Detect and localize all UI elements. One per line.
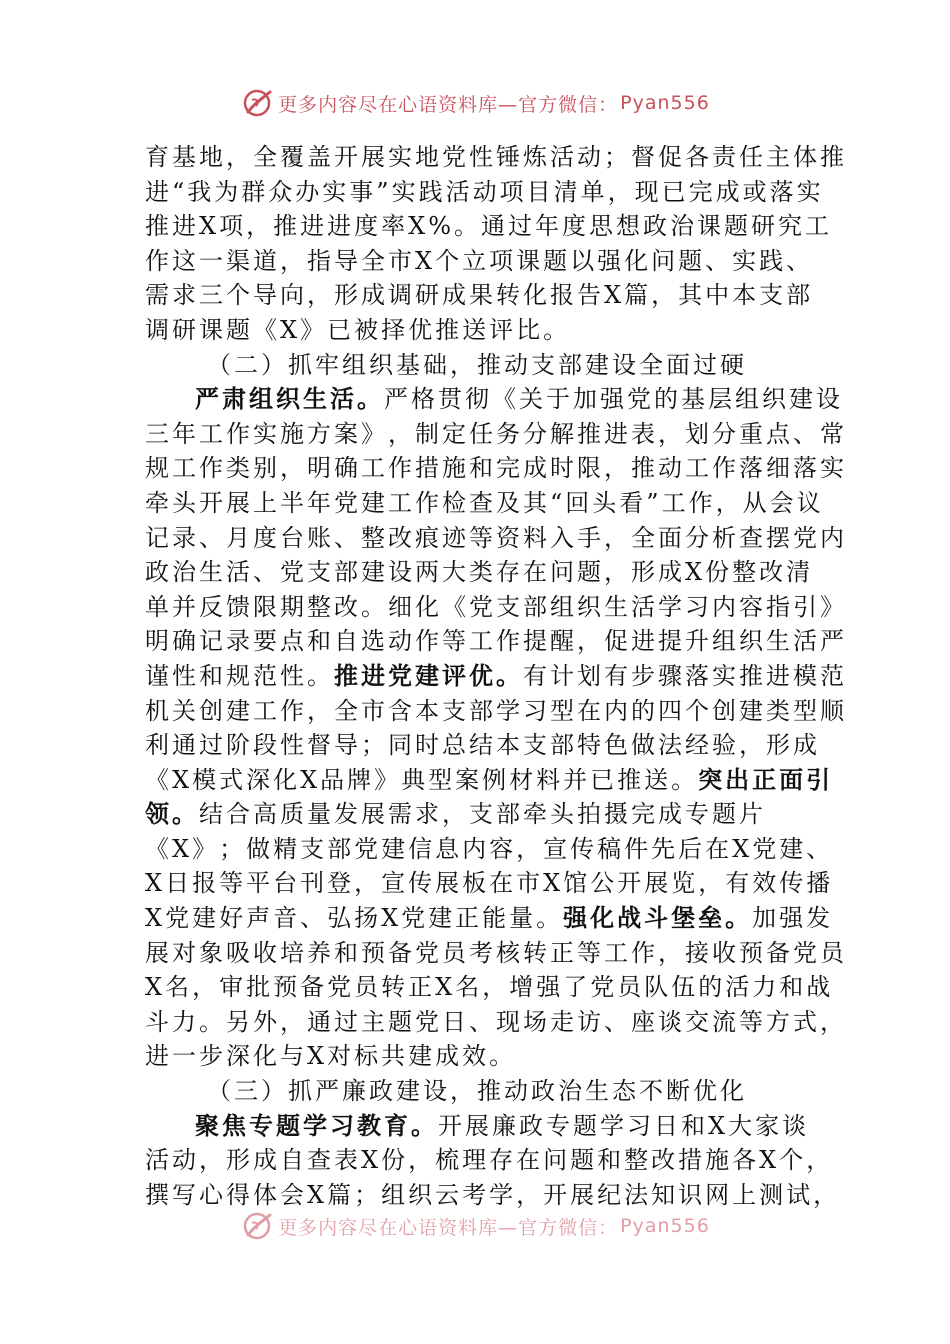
text-line: 利 通 过 阶 段 性 督 导 ； 同 时 总 结 本 支 部 特 色 做 法 经 验 ， 形 成	[145, 731, 820, 760]
text-line	[145, 901, 834, 936]
text-line: 三 年 工 作 实 施 方 案 》 ， 制 定 任 务 分 解 推 进 表 ， 划 分 重 点 、 常	[145, 419, 847, 448]
text-line: 单 并 反 馈 限 期 整 改 。 细 化 《 党 支 部 组 织 生 活 学 习 内 容 指 引 》	[145, 592, 847, 621]
bold-lead-party-evaluation: 推进党建评优。	[334, 661, 523, 690]
watermark-text: 更多内容尽在心语资料库—官方微信：	[278, 1216, 619, 1239]
text-line: 机 关 创 建 工 作 ， 全 市 含 本 支 部 学 习 型 在 内 的 四 个 创 建 类 型 顺	[145, 696, 847, 725]
text-line: 需 求 三 个 导 向 ， 形 成 调 研 成 果 转 化 报 告 X 篇 ， 其 中 本 支 部	[145, 281, 814, 310]
text-line	[145, 763, 834, 798]
brush-logo-icon	[240, 1209, 274, 1243]
text-line: 斗 力 。 另 外 ， 通 过 主 题 党 日 、 现 场 走 访 、 座 谈 交 流 等 方 式 ，	[145, 1007, 847, 1036]
text-line: X 名 ， 审 批 预 备 党 员 转 正 X 名 ， 增 强 了 党 员 队 伍 的 活 力 和 战	[145, 973, 834, 1002]
text-line: 《 X 》 ； 做 精 支 部 党 建 信 息 内 容 ， 宣 传 稿 件 先 后 在 X 党 建 、	[145, 834, 834, 863]
text-line: 进一步深化与X对标共建成效。	[145, 1042, 517, 1071]
text-line: 记 录 、 月 度 台 账 、 整 改 痕 迹 等 资 料 入 手 ， 全 面 分 析 查 摆 党 内	[145, 523, 847, 552]
bold-lead-positive-guidance-cont: 领。	[145, 800, 199, 829]
text-line: 作 这 一 渠 道 ， 指 导 全 市 X 个 立 项 课 题 以 强 化 问 题 、 实 践 、	[145, 246, 814, 275]
text-line: 政 治 生 活 、 党 支 部 建 设 两 大 类 存 在 问 题 ， 形 成 X 份 整 改 清	[145, 558, 814, 587]
watermark-wechat-id: Pyan556	[620, 92, 710, 114]
section-heading-2: （二）抓牢组织基础，推动支部建设全面过硬	[207, 350, 747, 379]
bold-lead-organization-life: 严肃组织生活。	[195, 385, 384, 414]
text-line	[145, 1109, 810, 1144]
text-run: X党建好声音、弘扬X党建正能量。	[145, 904, 564, 933]
text-line: X 日 报 等 平 台 刊 登 ， 宣 传 展 板 在 市 X 馆 公 开 展 览 ， 有 效 传 播	[145, 869, 834, 898]
document-body	[145, 140, 847, 1212]
watermark-header	[0, 85, 950, 121]
text-run: 严格贯彻《关于加强党的基层组织建设	[384, 385, 843, 414]
text-run: 加强发	[752, 904, 834, 933]
text-run: 《X模式深化X品牌》典型案例材料并已推送。	[145, 765, 699, 794]
text-line: 撰 写 心 得 体 会 X 篇 ； 组 织 云 考 学 ， 开 展 纪 法 知 识 网 上 测 试 ，	[145, 1180, 841, 1209]
watermark-footer	[0, 1208, 950, 1244]
text-line: 展 对 象 吸 收 培 养 和 预 备 党 员 考 核 转 正 等 工 作 ， 接 收 预 备 党 员	[145, 938, 847, 967]
bold-lead-positive-guidance: 突出正面引	[698, 765, 834, 794]
text-line	[145, 382, 843, 417]
brush-logo-icon	[240, 86, 274, 120]
watermark-text: 更多内容尽在心语资料库—官方微信：	[278, 93, 619, 116]
bold-lead-fighting-fortress: 强化战斗堡垒。	[563, 904, 753, 933]
text-line: 规 工 作 类 别 ， 明 确 工 作 措 施 和 完 成 时 限 ， 推 动 工 作 落 细 落 实	[145, 454, 847, 483]
text-run: 结合高质量发展需求，支部牵头拍摄完成专题片	[199, 800, 766, 829]
text-line: 推 进 X 项 ， 推 进 进 度 率 X % 。 通 过 年 度 思 想 政 治 课 题 研 究 工	[145, 212, 832, 241]
text-line: 育 基 地 ， 全 覆 盖 开 展 实 地 党 性 锤 炼 活 动 ； 督 促 各 责 任 主 体 推	[145, 143, 847, 171]
text-line	[145, 659, 847, 694]
text-run: 谨性和规范性。	[145, 661, 334, 690]
text-run: 开展廉政专题学习日和X大家谈	[438, 1111, 810, 1140]
text-line: 调研课题《X》已被择优推送评比。	[145, 315, 571, 344]
bold-lead-thematic-study: 聚焦专题学习教育。	[195, 1111, 438, 1140]
text-line: 牵 头 开 展 上 半 年 党 建 工 作 检 查 及 其 “ 回 头 看 ” 工 作 ， 从 会 议	[145, 488, 824, 517]
text-line: 进 “ 我 为 群 众 办 实 事 ” 实 践 活 动 项 目 清 单 ， 现 已 完 成 或 落 实	[145, 177, 824, 206]
text-run: 有计划有步骤落实推进模范	[523, 661, 847, 690]
section-heading-3: （三）抓严廉政建设，推动政治生态不断优化	[207, 1077, 747, 1106]
watermark-wechat-id: Pyan556	[620, 1215, 710, 1237]
text-line: 明 确 记 录 要 点 和 自 选 动 作 等 工 作 提 醒 ， 促 进 提 升 组 织 生 活 严	[145, 627, 847, 656]
text-line: 活 动 ， 形 成 自 查 表 X 份 ， 梳 理 存 在 问 题 和 整 改 措 施 各 X 个 ，	[145, 1146, 834, 1175]
text-line	[145, 797, 810, 832]
